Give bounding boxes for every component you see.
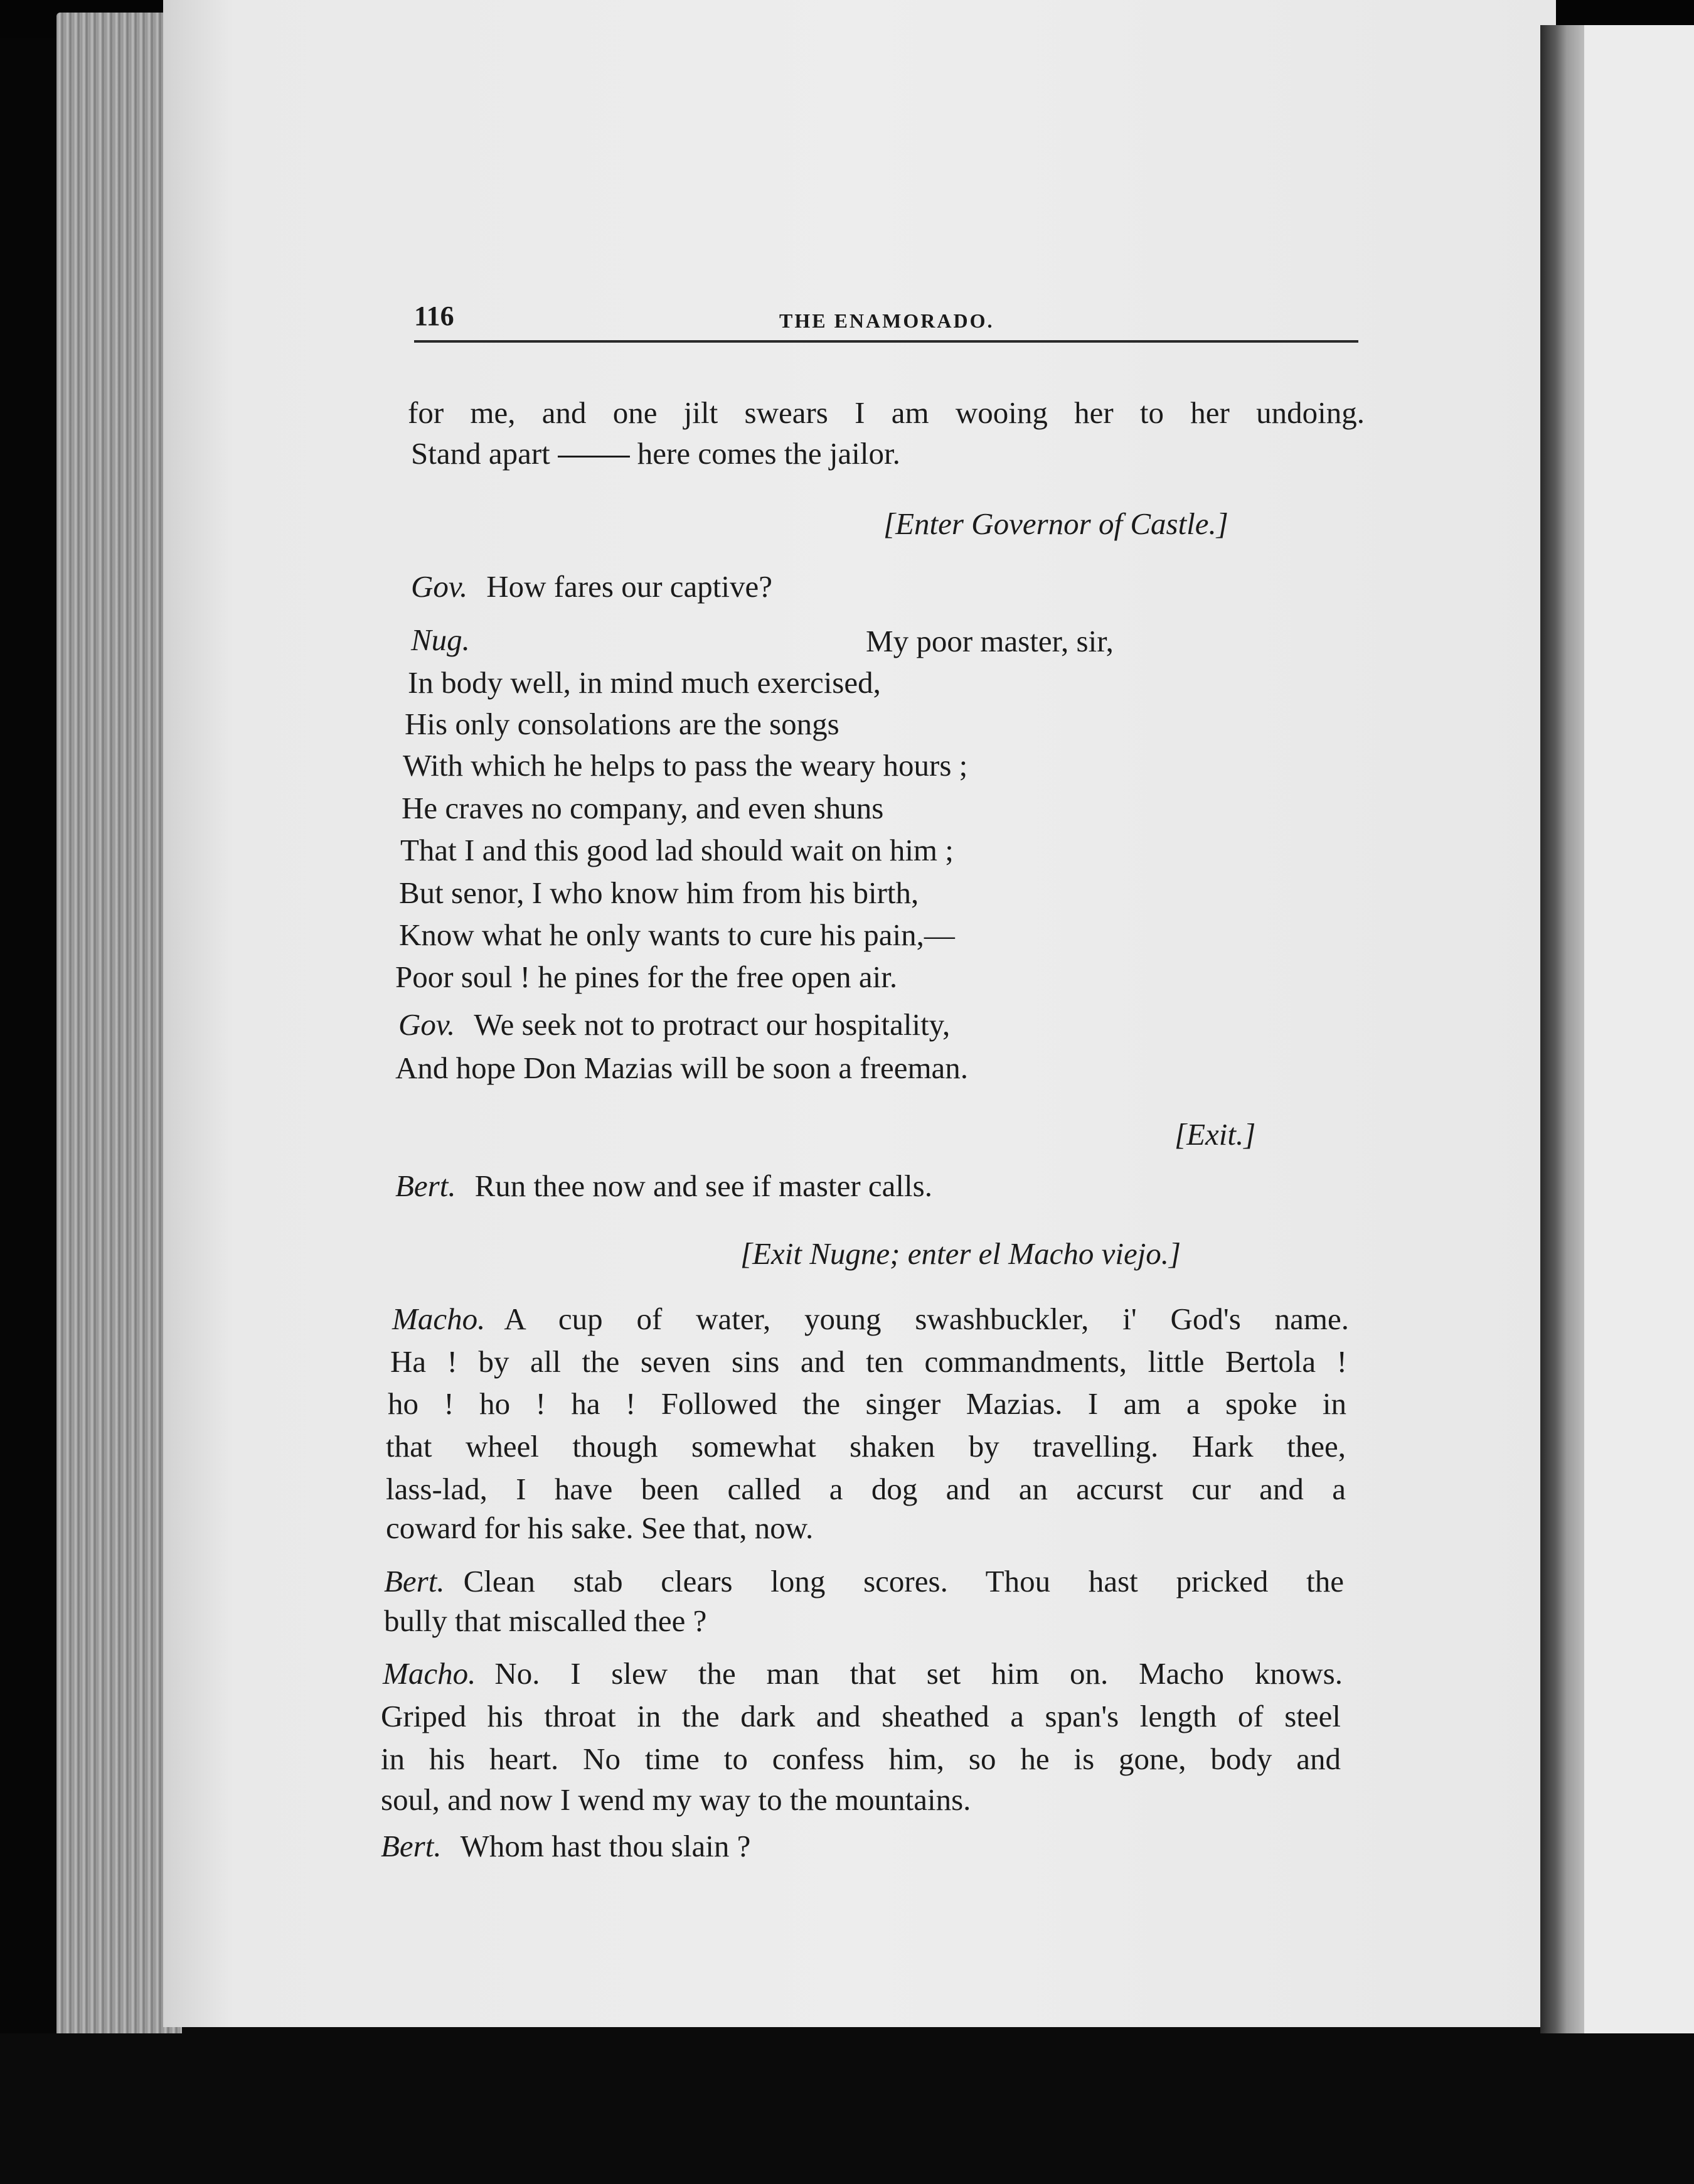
dialogue-line	[398, 1006, 950, 1044]
verse-line: Know what he only wants to cure his pain,—	[399, 918, 955, 952]
header-rule	[414, 340, 1358, 343]
prose-line: Griped his throat in the dark and sheathed a span's length of steel	[381, 1699, 1341, 1733]
speaker-name-text: Nug.	[411, 623, 470, 657]
speech-text: No. I slew the man that set him on. Macho knows.	[494, 1656, 1343, 1691]
stage-direction: [Exit Nugne; enter el Macho viejo.]	[740, 1236, 1181, 1271]
prose-line: Ha ! by all the seven sins and ten commandments, little Bertola !	[390, 1344, 1347, 1379]
verse-line: He craves no company, and even shuns	[402, 791, 884, 825]
text-line: for me, and one jilt swears I am wooing her to her undoing.	[408, 395, 1365, 430]
speaker-name: Bert.	[395, 1169, 456, 1203]
text-line	[411, 435, 900, 473]
text-line-part: Stand apart	[411, 436, 550, 471]
verse-line: In body well, in mind much exercised,	[408, 665, 881, 700]
verse-line: His only consolations are the songs	[405, 707, 839, 741]
stage-direction: [Enter Governor of Castle.]	[883, 506, 1228, 541]
speaker-name: Gov.	[411, 569, 468, 604]
speaker-name: Macho.	[383, 1656, 476, 1691]
running-title: THE ENAMORADO.	[779, 309, 994, 332]
speech-text: A cup of water, young swashbuckler, i' God's name.	[504, 1302, 1349, 1336]
speaker-name: Bert.	[381, 1829, 442, 1863]
speech-text: We seek not to protract our hospitality,	[474, 1007, 951, 1042]
prose-line: ho ! ho ! ha ! Followed the singer Mazias. I am a spoke in	[388, 1386, 1346, 1421]
prose-line: coward for his sake. See that, now.	[386, 1511, 814, 1545]
text-line-part: here comes the jailor.	[637, 436, 900, 471]
page-header	[414, 300, 1358, 338]
prose-line: that wheel though somewhat shaken by travelling. Hark thee,	[386, 1429, 1346, 1464]
prose-line: bully that miscalled thee ?	[384, 1603, 707, 1638]
em-dash-rule	[558, 456, 630, 458]
stage-direction: [Exit.]	[1175, 1117, 1256, 1152]
verse-line: That I and this good lad should wait on him ;	[400, 833, 954, 867]
prose-line: lass-lad, I have been called a dog and an accurst cur and a	[386, 1472, 1346, 1506]
page-number: 116	[414, 301, 454, 331]
verse-line: But senor, I who know him from his birth,	[399, 875, 919, 910]
dialogue-line	[381, 1828, 750, 1865]
prose-line: in his heart. No time to confess him, so he is gone, body and	[381, 1742, 1341, 1776]
verse-line: Poor soul ! he pines for the free open air.	[395, 960, 898, 994]
verse-line: With which he helps to pass the weary hours ;	[403, 748, 968, 783]
dialogue-line	[384, 1563, 1344, 1600]
speaker-name: Bert.	[384, 1564, 445, 1598]
dialogue-line	[383, 1655, 1343, 1693]
prose-line: soul, and now I wend my way to the mountains.	[381, 1782, 971, 1817]
dialogue-line	[395, 1167, 932, 1205]
speech-text: Clean stab clears long scores. Thou hast pricked the	[463, 1564, 1344, 1598]
speaker-name: Gov.	[398, 1007, 455, 1042]
verse-line: And hope Don Mazias will be soon a freeman.	[395, 1051, 969, 1085]
speaker-name	[411, 621, 489, 659]
speech-text: Whom hast thou slain ?	[460, 1829, 751, 1863]
speech-text: Run thee now and see if master calls.	[474, 1169, 932, 1203]
speech-text: How fares our captive?	[486, 569, 773, 604]
dialogue-line	[411, 568, 772, 606]
verse-line: My poor master, sir,	[866, 624, 1114, 658]
speaker-name: Macho.	[392, 1302, 486, 1336]
dialogue-line	[392, 1300, 1349, 1338]
